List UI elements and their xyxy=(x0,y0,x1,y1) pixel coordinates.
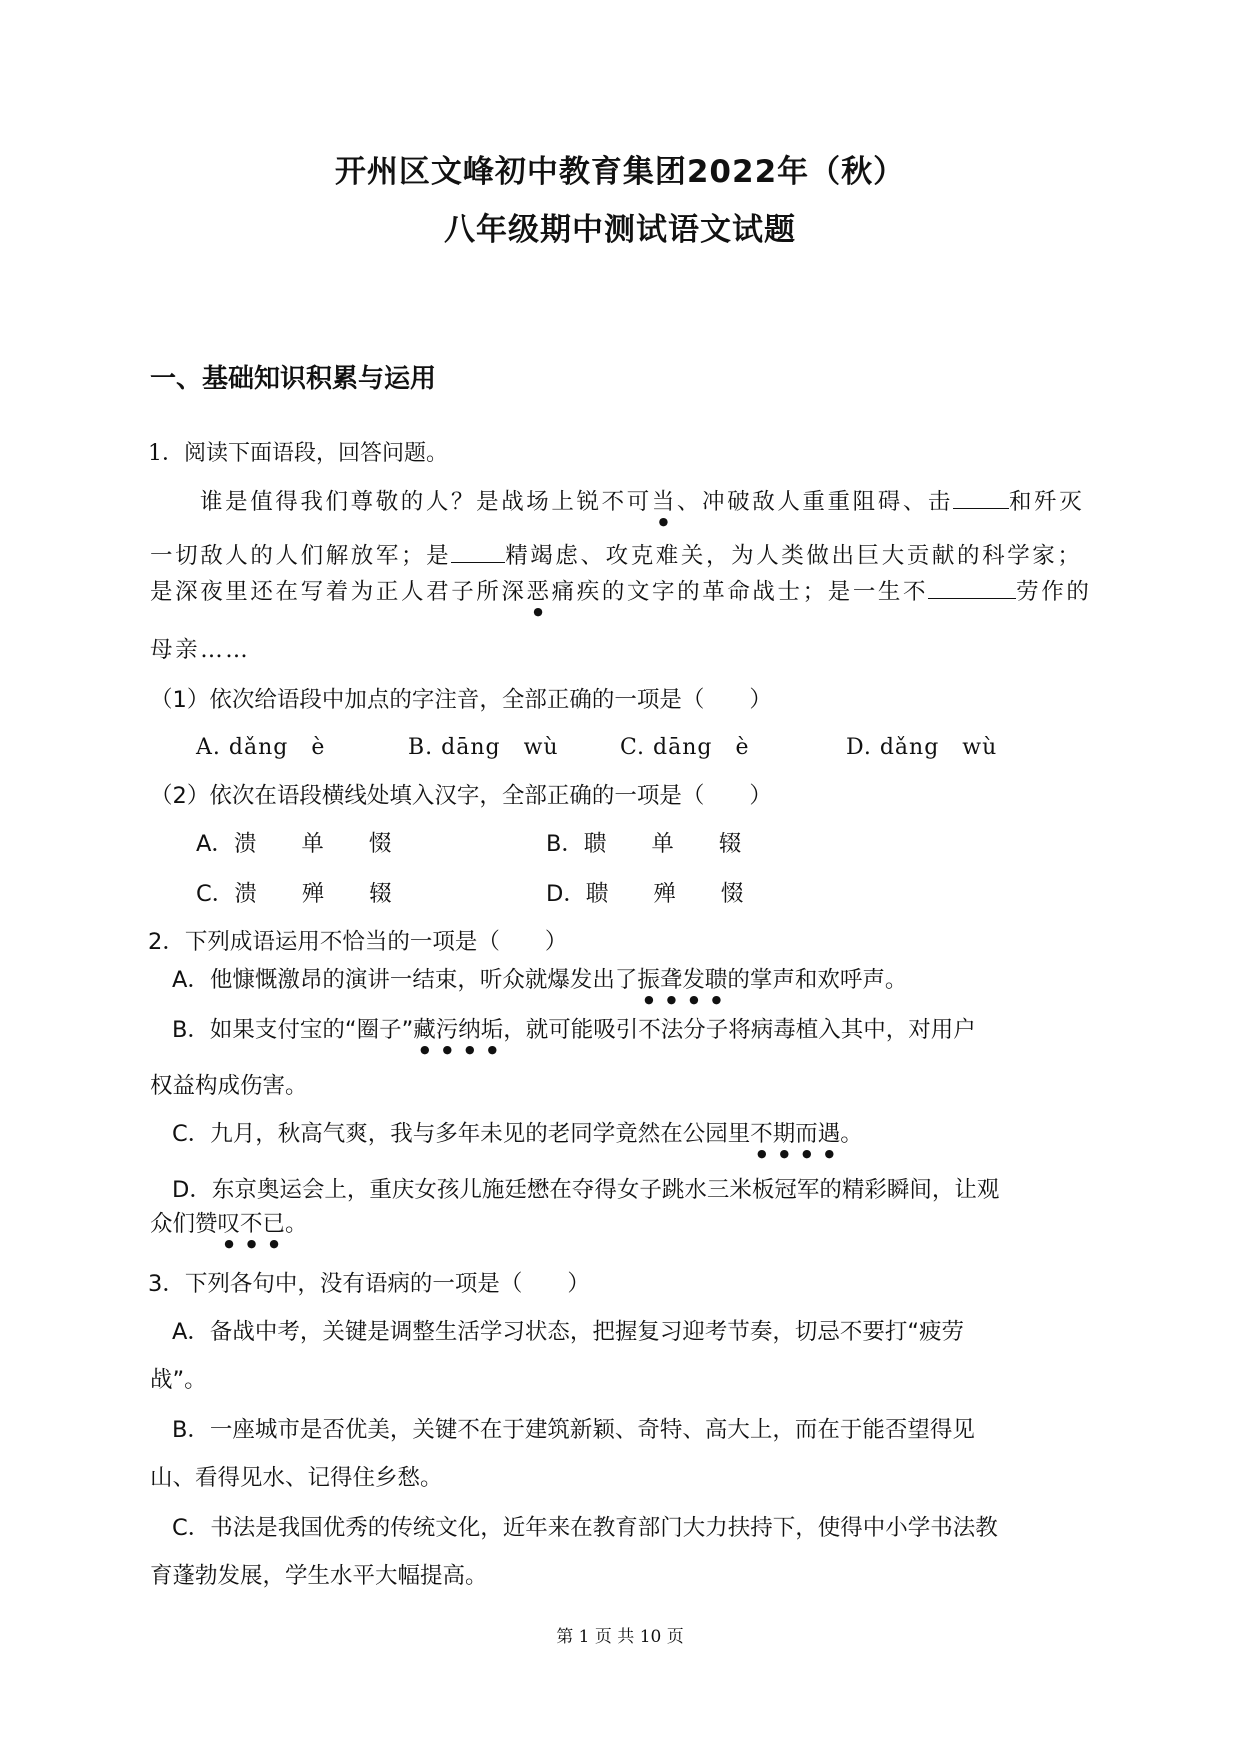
option-a[interactable]: A. dǎng è xyxy=(196,735,326,760)
q1-passage-line-2 xyxy=(150,538,1083,570)
q3-option-b[interactable]: B．一座城市是否优美，关键不在于建筑新颖、奇特、高大上，而在于能否望得见 xyxy=(172,1417,975,1443)
q1-sub2-options-row-2 xyxy=(196,876,743,908)
option-text: 的掌声和欢呼声。 xyxy=(727,967,908,993)
q2-option-b[interactable] xyxy=(172,1012,976,1056)
dotted-char: 当 xyxy=(651,489,677,515)
option-text: C．九月，秋高气爽，我与多年未见的老同学竟然在公园里 xyxy=(172,1121,751,1147)
option-text: 。 xyxy=(840,1121,863,1147)
q1-sub2-stem: （2）依次在语段横线处填入汉字，全部正确的一项是（ ） xyxy=(150,783,772,809)
title-line-2: 八年级期中测试语文试题 xyxy=(444,212,796,248)
passage-text: 劳作的 xyxy=(1016,579,1092,605)
q3-stem: 3．下列各句中，没有语病的一项是（ ） xyxy=(148,1271,590,1297)
passage-text: 一切敌人的人们解放军；是 xyxy=(150,543,452,569)
q2-stem: 2．下列成语运用不恰当的一项是（ ） xyxy=(148,929,568,955)
passage-text: 谁是值得我们尊敬的人？是战场上锐不可 xyxy=(200,489,652,515)
dotted-char: 恶 xyxy=(526,579,552,605)
passage-text: 痛疾的文字的革命战士；是一生不 xyxy=(551,579,929,605)
q1-stem: 1．阅读下面语段，回答问题。 xyxy=(148,441,448,466)
q1-sub2-options-row-1 xyxy=(196,826,741,858)
option-d[interactable]: D．聩 殚 惙 xyxy=(546,881,744,907)
option-text: 。 xyxy=(285,1211,308,1237)
passage-text: 、冲破敌人重重阻碍、击 xyxy=(676,489,954,515)
q2-option-d[interactable]: D．东京奥运会上，重庆女孩儿施廷懋在夺得女子跳水三米板冠军的精彩瞬间，让观 xyxy=(172,1177,1000,1203)
passage-text: 和歼灭 xyxy=(1009,489,1085,515)
title-line-1: 开州区文峰初中教育集团2022年（秋） xyxy=(334,154,906,190)
q3-option-c[interactable]: C．书法是我国优秀的传统文化，近年来在教育部门大力扶持下，使得中小学书法教 xyxy=(172,1515,998,1541)
option-text: ，就可能吸引不法分子将病毒植入其中，对用户 xyxy=(503,1017,976,1043)
q2-option-b-cont: 权益构成伤害。 xyxy=(150,1073,308,1099)
q1-sub1-stem: （1）依次给语段中加点的字注音，全部正确的一项是（ ） xyxy=(150,687,772,713)
option-d[interactable]: D. dǎng wù xyxy=(846,735,998,760)
q2-option-c[interactable] xyxy=(172,1116,863,1160)
passage-text: 是深夜里还在写着为正人君子所深 xyxy=(150,579,527,605)
option-a[interactable]: A．溃 单 惙 xyxy=(196,831,392,857)
dotted-idiom: 藏污纳垢 xyxy=(413,1017,504,1043)
q3-option-a-cont: 战”。 xyxy=(150,1367,207,1393)
q2-option-a[interactable] xyxy=(172,962,907,1006)
dotted-idiom: 叹不已 xyxy=(217,1211,286,1237)
q1-passage-line-4: 母亲…… xyxy=(150,637,251,663)
dotted-idiom: 振聋发聩 xyxy=(637,967,728,993)
option-c[interactable]: C．溃 殚 辍 xyxy=(196,881,392,907)
q1-passage-line-3 xyxy=(150,574,1091,618)
option-b[interactable]: B．聩 单 辍 xyxy=(546,831,742,857)
q1-sub1-options xyxy=(196,730,997,761)
dotted-idiom: 不期而遇 xyxy=(750,1121,841,1147)
passage-text: 精竭虑、攻克难关，为人类做出巨大贡献的科学家； xyxy=(505,543,1083,569)
q2-option-d-cont xyxy=(150,1206,308,1250)
q3-option-a[interactable]: A．备战中考，关键是调整生活学习状态，把握复习迎考节奏，切忌不要打“疲劳 xyxy=(172,1319,965,1345)
page-number: 第 1 页 共 10 页 xyxy=(556,1627,684,1647)
option-text: 众们赞 xyxy=(150,1211,218,1237)
q3-option-c-cont: 育蓬勃发展，学生水平大幅提高。 xyxy=(150,1563,488,1589)
q1-passage-line-1 xyxy=(200,484,1084,528)
section-heading: 一、基础知识积累与运用 xyxy=(150,364,437,394)
option-c[interactable]: C. dāng è xyxy=(620,735,750,760)
option-text: A．他慷慨激昂的演讲一结束，听众就爆发出了 xyxy=(172,967,638,993)
option-text: B．如果支付宝的“圈子” xyxy=(172,1017,414,1043)
fill-blank[interactable] xyxy=(928,578,1016,599)
fill-blank[interactable] xyxy=(953,488,1009,509)
q3-option-b-cont: 山、看得见水、记得住乡愁。 xyxy=(150,1465,443,1491)
option-b[interactable]: B. dāng wù xyxy=(408,735,559,760)
fill-blank[interactable] xyxy=(451,542,505,563)
